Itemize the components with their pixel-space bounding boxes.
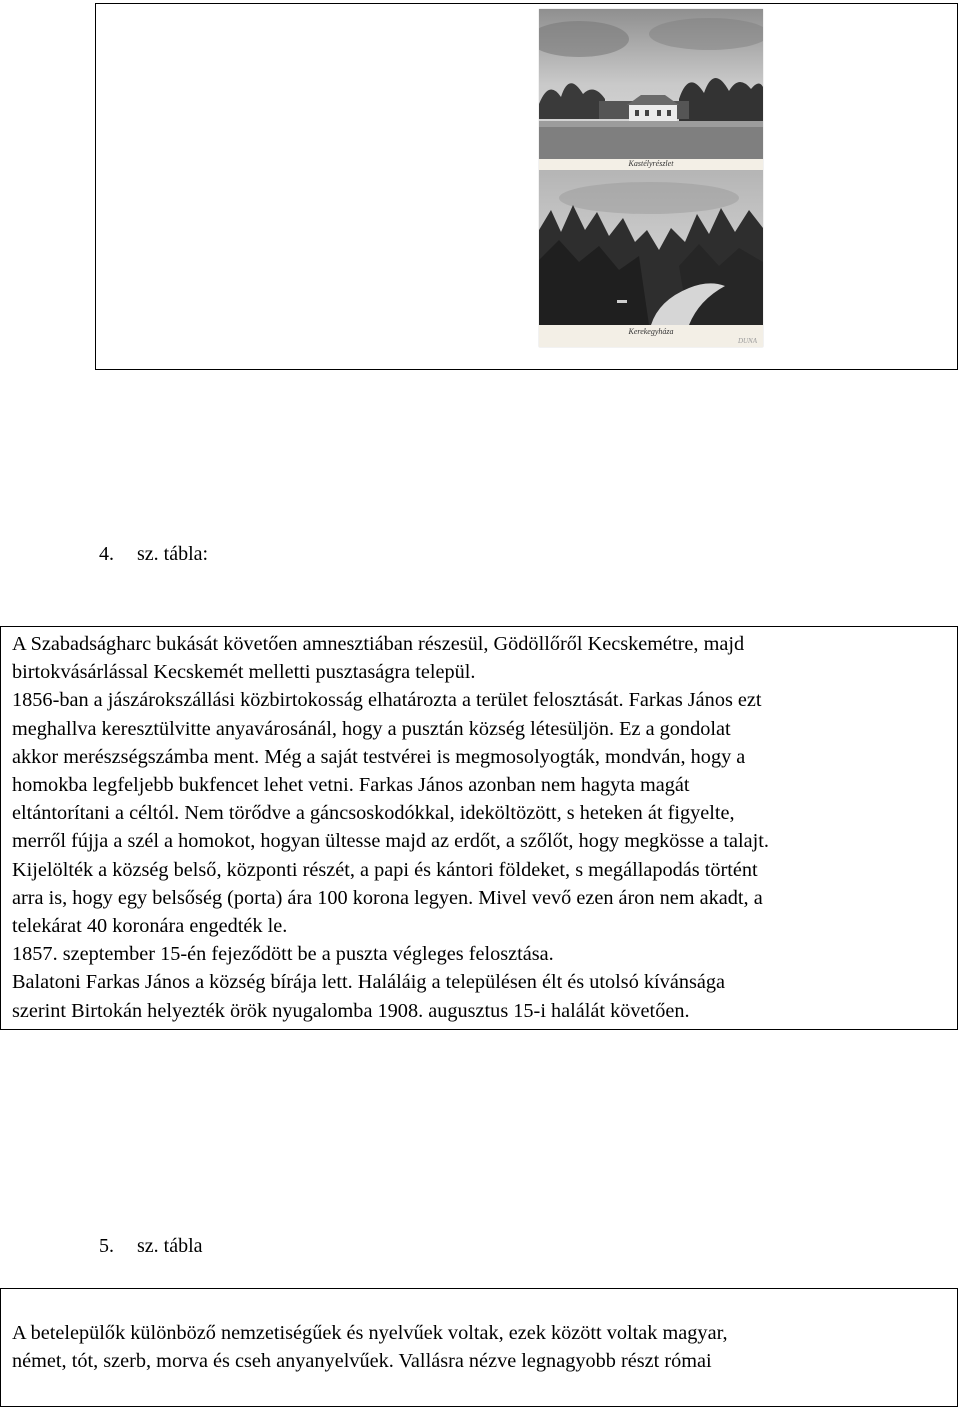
text-line: szerint Birtokán helyezték örök nyugalomba 1908. augusztus 15-i halálát követően.: [12, 999, 690, 1022]
text-line: homokba legfeljebb bukfencet lehet vetni. Farkas János azonban nem hagyta magát: [12, 774, 690, 797]
table-5-heading: [99, 1235, 203, 1258]
text-line: meghallva keresztülvitte anyavárosánál, hogy a pusztán község létesüljön. Ez a gondolat: [12, 717, 731, 740]
text-line: A betelepülők különböző nemzetiségűek és nyelvűek voltak, ezek között voltak magyar,: [12, 1322, 728, 1344]
photo-frame: [95, 3, 958, 370]
text-line: német, tót, szerb, morva és cseh anyanyelvűek. Vallásra nézve legnagyobb részt római: [12, 1350, 712, 1373]
text-line: Kijelölték a község belső, központi részét, a papi és kántori földeket, s megállapodás történt: [12, 858, 758, 881]
top-photo-caption: Kastélyrészlet: [628, 159, 674, 168]
forest-photo: [539, 170, 763, 325]
text-line: telekárat 40 koronára engedték le.: [12, 915, 288, 938]
forest-photo-svg: [539, 170, 763, 325]
table-4-box: [0, 626, 958, 1030]
bottom-photo-caption: Kerekegyháza: [628, 327, 674, 336]
text-line: birtokvásárlással Kecskemét melletti pusztaságra települ.: [12, 661, 476, 684]
text-line: Balatoni Farkas János a község bírája lett. Haláláig a településen élt és utolsó kívánsága: [12, 971, 726, 994]
text-line: 1856-ban a jászárokszállási közbirtokosság elhatározta a terület felosztását. Farkas János ezt: [12, 689, 762, 712]
table-5-number: 5.: [99, 1235, 114, 1257]
table-5-text: [12, 1319, 949, 1375]
manor-photo: [539, 9, 763, 159]
table-4-number: 4.: [99, 543, 114, 565]
text-line: A Szabadságharc bukását követően amnesztiában részesül, Gödöllőről Kecskemétre, majd: [12, 633, 745, 655]
text-line: 1857. szeptember 15-én fejeződött be a puszta végleges felosztása.: [12, 943, 554, 966]
text-line: eltántorítani a céltól. Nem törődve a gáncsoskodókkal, ideköltözött, s heteken át figyelte,: [12, 802, 735, 825]
table-4-label: sz. tábla:: [137, 543, 209, 565]
postcard-image: [539, 9, 763, 347]
table-4-heading: [99, 543, 208, 566]
text-line: merről fújja a szél a homokot, hogyan ültesse majd az erdőt, a szőlőt, hogy megkösse a talajt.: [12, 830, 769, 853]
manor-photo-svg: [539, 9, 763, 159]
text-line: akkor merészségszámba ment. Még a saját testvérei is megmosolyogták, mondván, hogy a: [12, 745, 746, 768]
postcard-stamp: DUNA: [737, 337, 757, 345]
text-line: arra is, hogy egy belsőség (porta) ára 100 korona legyen. Mivel vevő ezen áron nem akadt, a: [12, 886, 763, 909]
table-5-label: sz. tábla: [137, 1235, 203, 1257]
table-5-box: [0, 1288, 958, 1407]
table-4-text: [12, 630, 949, 1025]
